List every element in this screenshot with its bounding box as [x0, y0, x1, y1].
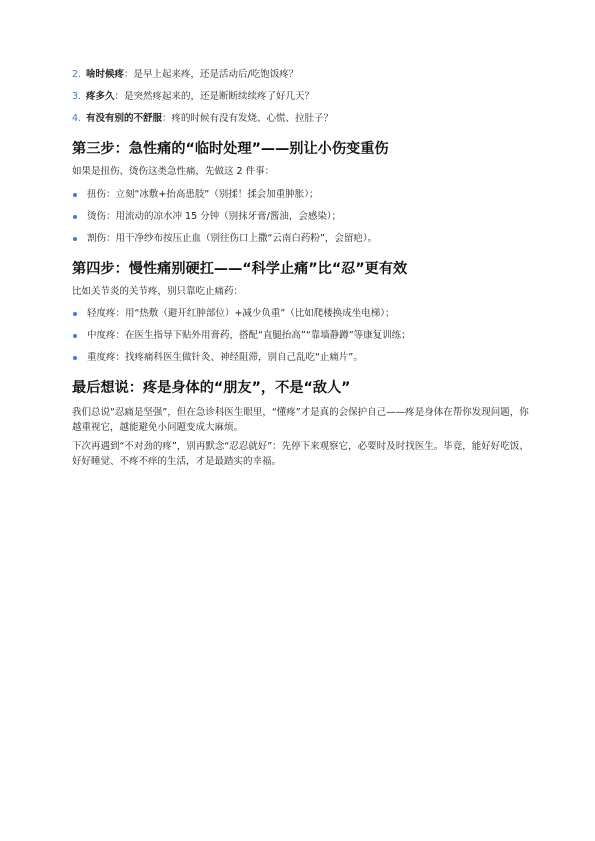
- final-paragraph-1: 我们总说“忍痛是坚强”，但在急诊科医生眼里，“懂疼”才是真的会保护自己——疼是身体在帮你发现问题，你越重视它，越能避免小问题变成大麻烦。: [72, 407, 529, 433]
- document-page: [72, 68, 532, 469]
- list-item: [72, 210, 532, 223]
- step3-bullet-list: [72, 188, 532, 245]
- bullet-dot: [73, 334, 77, 338]
- list-item-label: 啥时候疼: [86, 69, 125, 80]
- step4-bullet-list: [72, 307, 532, 364]
- list-item-label: 疼多久: [86, 91, 115, 102]
- bullet-text: 中度疼：在医生指导下贴外用膏药，搭配“直腿抬高”“靠墙静蹲”等康复训练；: [87, 330, 411, 341]
- step4-heading: 第四步：慢性痛别硬扛——“科学止痛”比“忍”更有效: [72, 260, 408, 277]
- bullet-dot: [73, 312, 77, 316]
- list-item: [72, 68, 532, 81]
- bullet-dot: [73, 215, 77, 219]
- final-paragraph-2: 下次再遇到“不对劲的疼”，别再默念“忍忍就好”：先停下来观察它，必要时及时找医生。毕竟，能好好吃饭、好好睡觉、不疼不痒的生活，才是最踏实的幸福。: [72, 441, 529, 467]
- list-number: 4.: [72, 113, 82, 124]
- list-item: [72, 112, 532, 125]
- list-item: [72, 307, 532, 320]
- bullet-text: 重度疼：找疼痛科医生做针灸、神经阻滞，别自己乱吃“止痛片”。: [87, 352, 363, 363]
- list-item-text: ：疼的时候有没有发烧、心慌、拉肚子？: [162, 113, 334, 124]
- step3-intro: 如果是扭伤、烫伤这类急性痛，先做这 2 件事：: [72, 166, 275, 177]
- list-item: [72, 232, 532, 245]
- list-item: [72, 90, 532, 103]
- list-number: 2.: [72, 69, 82, 80]
- step3-heading: 第三步：急性痛的“临时处理”——别让小伤变重伤: [72, 141, 389, 157]
- step4-section: [72, 259, 532, 365]
- step3-section: [72, 139, 532, 245]
- bullet-text: 扭伤：立刻“冰敷+抬高患肢”（别揉！揉会加重肿胀）；: [87, 188, 319, 200]
- list-item-text: ：是早上起来疼，还是活动后/吃饱饭疼？: [124, 69, 299, 80]
- final-heading: 最后想说：疼是身体的“朋友”，不是“敌人”: [72, 380, 351, 396]
- bullet-text: 割伤：用干净纱布按压止血（别往伤口上撒“云南白药粉”，会留疤）。: [87, 232, 378, 244]
- list-item: [72, 188, 532, 201]
- list-item: [72, 351, 532, 364]
- list-number: 3.: [72, 91, 82, 102]
- list-item-label: 有没有别的不舒服: [86, 113, 163, 124]
- symptom-question-list: [72, 68, 532, 125]
- bullet-dot: [73, 356, 77, 360]
- bullet-dot: [73, 193, 77, 197]
- final-section: [72, 378, 532, 469]
- bullet-dot: [73, 237, 77, 241]
- bullet-text: 轻度疼：用“热敷（避开红肿部位）+减少负重”（比如爬楼换成坐电梯）；: [87, 308, 395, 319]
- step4-intro: 比如关节炎的关节疼，别只靠吃止痛药：: [72, 285, 244, 297]
- list-item: [72, 329, 532, 342]
- list-item-text: ：是突然疼起来的，还是断断续续疼了好几天？: [114, 91, 315, 102]
- bullet-text: 烫伤：用流动的凉水冲 15 分钟（别抹牙膏/酱油，会感染）；: [87, 210, 342, 222]
